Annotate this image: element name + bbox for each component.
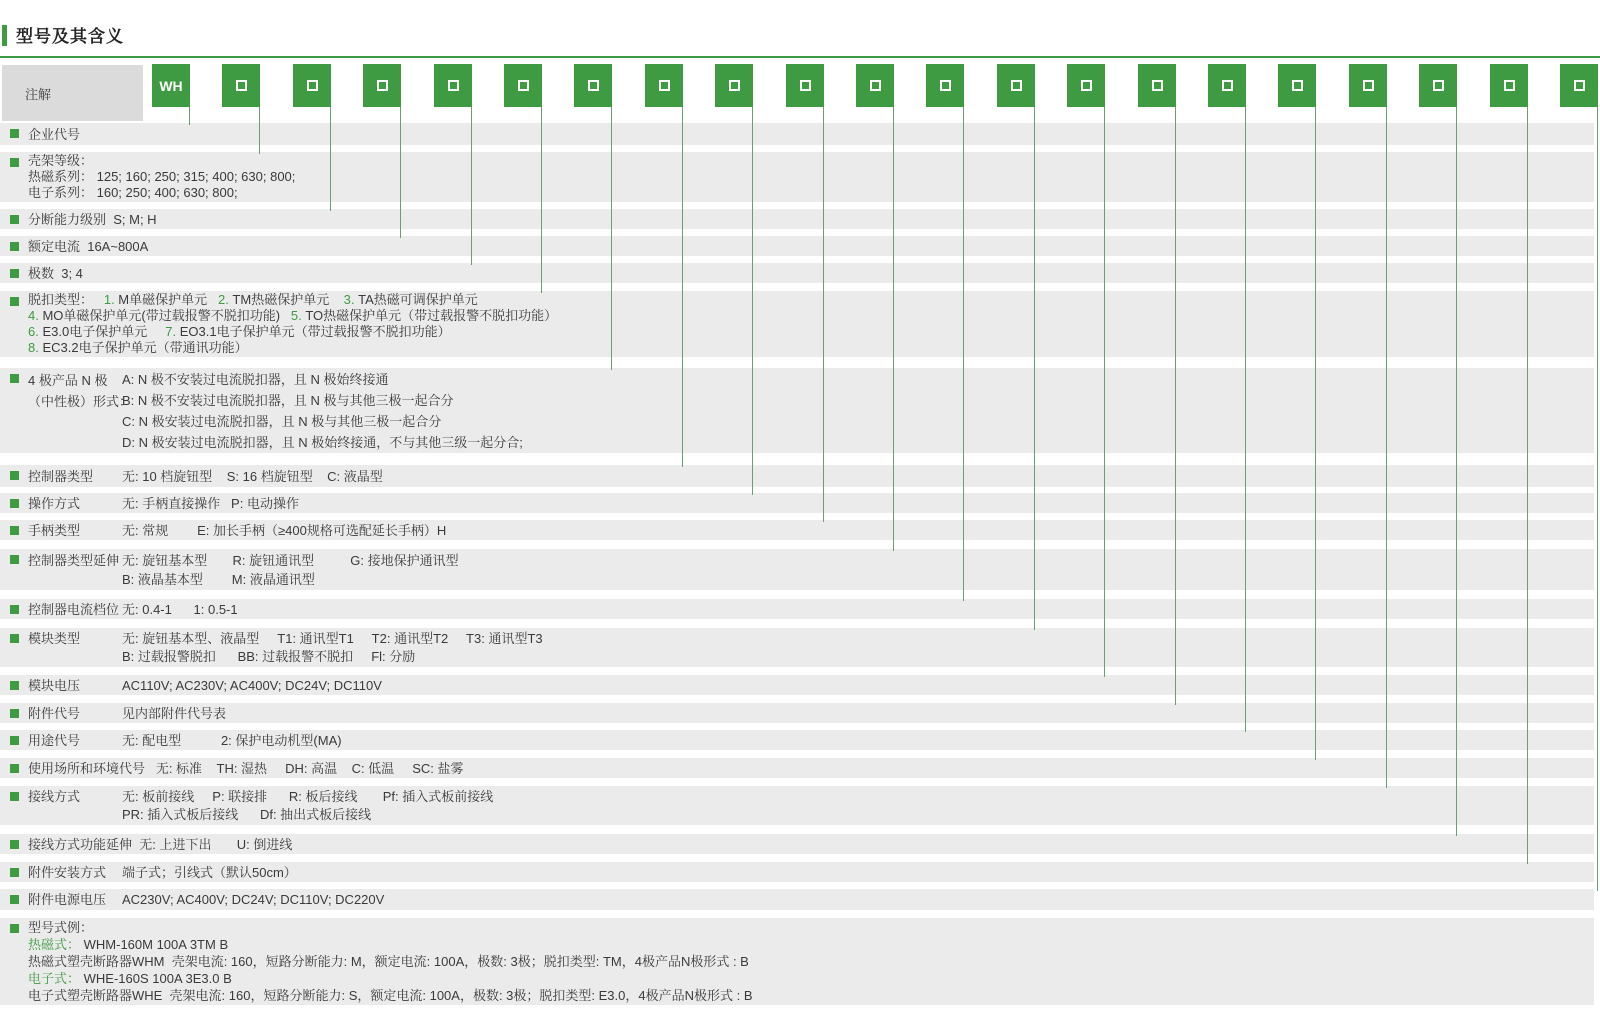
row-values [122, 599, 238, 619]
row-label [28, 236, 148, 256]
placeholder-square-icon [1504, 80, 1515, 91]
code-box [645, 64, 683, 107]
spec-text: 企业代号 [28, 126, 81, 142]
text-line [28, 308, 557, 324]
text-line [28, 125, 80, 144]
connector-line [541, 107, 542, 293]
row-label [28, 368, 132, 453]
spec-text: B: N 极不安装过电流脱扣器，且 N 极与其他三极一起合分 [122, 392, 454, 408]
row-label [28, 675, 80, 695]
spec-row-operation-mode [0, 493, 1594, 513]
connector-line [823, 107, 824, 522]
connector-line [400, 107, 401, 238]
row-values [122, 703, 226, 723]
placeholder-square-icon [448, 80, 459, 91]
bullet-square-icon [10, 792, 19, 801]
title-accent-bar [2, 25, 7, 46]
text-line [28, 467, 93, 486]
row-label [28, 465, 93, 487]
connector-line [1597, 107, 1598, 891]
text-line [122, 705, 226, 722]
spec-text: （中性极）形式： [28, 394, 133, 409]
spec-row-application-code [0, 730, 1594, 750]
bullet-square-icon [10, 709, 19, 718]
bullet-square-icon [10, 868, 19, 877]
text-line [122, 432, 523, 453]
spec-row-handle-type [0, 520, 1594, 540]
title-divider [0, 56, 1600, 58]
spec-text: 控制器类型 [28, 468, 94, 484]
bullet-square-icon [10, 681, 19, 690]
connector-line [682, 107, 683, 467]
code-box [1419, 64, 1457, 107]
bullet-square-icon [10, 471, 19, 480]
text-line [28, 864, 106, 881]
spec-text: EC3.2电子保护单元（带通讯功能） [38, 340, 248, 355]
text-line [122, 467, 383, 486]
text-line [28, 732, 80, 749]
text-line [28, 370, 132, 391]
bullet-square-icon [10, 764, 19, 773]
placeholder-square-icon [800, 80, 811, 91]
spec-text: 无: 板前接线 P: 联接排 R: 板后接线 Pf: 插入式板前接线 [122, 788, 494, 804]
placeholder-square-icon [307, 80, 318, 91]
spec-row-poles [0, 263, 1594, 283]
row-label [28, 862, 106, 882]
spec-text: 热磁系列： 125; 160; 250; 315; 400; 630; 800; [28, 169, 296, 184]
connector-line [1315, 107, 1316, 760]
text-line [28, 391, 132, 412]
row-label [28, 730, 80, 750]
spec-text: 壳架等级： [28, 153, 94, 168]
row-label [28, 493, 80, 513]
text-line [122, 891, 384, 909]
text-line [28, 522, 80, 539]
connector-line [963, 107, 964, 601]
text-line [122, 551, 459, 570]
spec-text: 接线方式 [28, 789, 81, 804]
placeholder-square-icon [1011, 80, 1022, 91]
placeholder-square-icon [729, 80, 740, 91]
text-line [28, 265, 83, 282]
spec-row-controller-type [0, 465, 1594, 487]
spec-text: PR: 插入式板后接线 Df: 抽出式板后接线 [122, 806, 372, 822]
connector-line [259, 107, 260, 154]
text-line [28, 238, 148, 255]
spec-text: 端子式；引线式（默认50cm） [122, 864, 297, 880]
spec-text: TO热磁保护单元（带过载报警不脱扣功能） [301, 308, 558, 323]
text-line [28, 324, 557, 340]
spec-text: 无: 旋钮基本型 R: 旋钮通讯型 G: 接地保护通讯型 [122, 552, 459, 568]
connector-line [1175, 107, 1176, 705]
text-line [28, 551, 119, 570]
row-label [28, 786, 80, 825]
spec-text: WHM-160M 100A 3TM B [80, 937, 229, 952]
bullet-square-icon [10, 605, 19, 614]
row-label [28, 918, 753, 1005]
connector-line [1527, 107, 1528, 864]
spec-text: 接线方式功能延伸 无: 上进下出 U: 倒进线 [28, 836, 293, 852]
placeholder-square-icon [1222, 80, 1233, 91]
spec-row-breaking-capacity-level [0, 209, 1594, 229]
spec-row-environment-code [0, 758, 1594, 778]
text-line [28, 153, 295, 169]
text-line [28, 630, 80, 648]
row-label [28, 758, 464, 778]
row-values [122, 862, 297, 882]
text-line [28, 836, 292, 853]
text-line [28, 169, 295, 185]
row-values [122, 786, 493, 825]
text-line [28, 292, 557, 308]
spec-text: 手柄类型 [28, 522, 81, 538]
code-box [715, 64, 753, 107]
spec-text: AC230V; AC400V; DC24V; DC110V; DC220V [122, 891, 385, 907]
spec-text: M单磁保护单元 [114, 292, 218, 307]
placeholder-square-icon [1574, 80, 1585, 91]
spec-text: TA热磁可调保护单元 [354, 292, 478, 307]
text-line [122, 522, 446, 539]
row-label [28, 549, 119, 590]
code-box [1560, 64, 1598, 107]
row-values [122, 465, 383, 487]
placeholder-square-icon [377, 80, 388, 91]
spec-text: 额定电流 16A~800A [28, 238, 149, 254]
row-label [28, 599, 119, 619]
row-values [122, 549, 459, 590]
spec-text: 无: 手柄直接操作 P: 电动操作 [122, 495, 299, 511]
row-label [28, 123, 80, 145]
spec-row-wiring-extension [0, 834, 1594, 854]
row-label [28, 889, 106, 910]
row-values [122, 493, 299, 513]
code-box [856, 64, 894, 107]
text-line [28, 970, 753, 987]
text-line [28, 705, 80, 722]
spec-text: A: N 极不安装过电流脱扣器，且 N 极始终接通 [122, 371, 389, 387]
code-box [926, 64, 964, 107]
text-line [122, 369, 523, 390]
spec-text: B: 过载报警脱扣 BB: 过载报警不脱扣 Fl: 分励 [122, 648, 416, 664]
connector-line [1386, 107, 1387, 788]
legend-header: 注解 [2, 65, 143, 121]
code-box [1490, 64, 1528, 107]
text-line [122, 732, 342, 749]
bullet-square-icon [10, 242, 19, 251]
spec-row-module-voltage [0, 675, 1594, 695]
row-label [28, 263, 83, 283]
text-line [28, 677, 80, 694]
row-values [122, 675, 382, 695]
spec-text: 无: 旋钮基本型、液晶型 T1: 通讯型T1 T2: 通讯型T2 T3: 通讯型T3 [122, 630, 543, 646]
spec-row-wiring-type [0, 786, 1594, 825]
text-line [122, 788, 493, 806]
row-label [28, 209, 157, 229]
connector-line [1456, 107, 1457, 836]
row-values [122, 628, 543, 667]
spec-text: 见内部附件代号表 [122, 705, 227, 721]
spec-text: 无: 常规 E: 加长手柄（≥400规格可选配延长手柄）H [122, 522, 447, 538]
spec-text: MO单磁保护单元(带过载报警不脱扣功能) [38, 308, 291, 323]
text-line [28, 185, 295, 201]
placeholder-square-icon [588, 80, 599, 91]
code-text-green: 4. [28, 308, 39, 323]
spec-row-accessory-voltage [0, 889, 1594, 910]
spec-text: 电子系列： 160; 250; 400; 630; 800; [28, 185, 238, 200]
spec-text: 附件电源电压 [28, 891, 107, 907]
bullet-square-icon [10, 215, 19, 224]
code-box [434, 64, 472, 107]
code-box [1349, 64, 1387, 107]
code-text-green: 6. [28, 324, 39, 339]
placeholder-square-icon [1152, 80, 1163, 91]
text-line [28, 953, 753, 970]
code-text-green: 3. [343, 292, 355, 307]
spec-row-frame-size-grade [0, 152, 1594, 202]
spec-text: EO3.1电子保护单元（带过载报警不脱扣功能） [176, 324, 451, 339]
row-label [28, 703, 80, 723]
code-text-green: 1. [103, 292, 115, 307]
connector-line [330, 107, 331, 211]
spec-text: 模块类型 [28, 631, 81, 646]
spec-text: 无: 配电型 2: 保护电动机型(MA) [122, 732, 342, 748]
text-line [28, 919, 753, 936]
spec-text: 操作方式 [28, 495, 81, 511]
spec-text: WHE-160S 100A 3E3.0 B [80, 971, 232, 986]
code-box [574, 64, 612, 107]
text-line [122, 390, 523, 411]
placeholder-square-icon [940, 80, 951, 91]
placeholder-square-icon [1433, 80, 1444, 91]
text-line [122, 677, 382, 694]
placeholder-square-icon [1363, 80, 1374, 91]
row-label [28, 152, 295, 202]
bullet-square-icon [10, 634, 19, 643]
connector-line [1245, 107, 1246, 732]
spec-text: AC110V; AC230V; AC400V; DC24V; DC110V [122, 677, 382, 693]
spec-text: 4 极产品 N 极 [28, 373, 108, 388]
bullet-square-icon [10, 924, 19, 933]
spec-text: 脱扣类型： [28, 292, 104, 307]
spec-text: D: N 极安装过电流脱扣器，且 N 极始终接通，不与其他三级一起分合; [122, 434, 523, 450]
text-line [122, 648, 543, 666]
row-label [28, 834, 292, 854]
spec-text: B: 液晶基本型 M: 液晶通讯型 [122, 571, 315, 587]
spec-text: 用途代号 [28, 732, 81, 748]
text-line [122, 806, 493, 824]
row-label [28, 628, 80, 667]
text-line [122, 411, 523, 432]
row-values [122, 368, 523, 453]
placeholder-square-icon [659, 80, 670, 91]
spec-text: C: N 极安装过电流脱扣器，且 N 极与其他三极一起合分 [122, 413, 442, 429]
code-text-green: 5. [290, 308, 302, 323]
code-text-green: 8. [28, 340, 39, 355]
page-title: 型号及其含义 [16, 27, 124, 46]
code-text-green: 电子式： [28, 971, 81, 986]
connector-line [1104, 107, 1105, 677]
spec-text: 附件安装方式 [28, 864, 107, 880]
code-box [1067, 64, 1105, 107]
bullet-square-icon [10, 526, 19, 535]
spec-text: 使用场所和环境代号 无: 标准 TH: 湿热 DH: 高温 C: 低温 SC: 盐雾 [28, 760, 464, 776]
spec-text: 热磁式塑壳断路器WHM 壳架电流: 160，短路分断能力: M，额定电流: 100A，极数: 3极；脱扣类型: TM，4极产品N极形式 : B [28, 954, 749, 969]
code-box [997, 64, 1035, 107]
bullet-square-icon [10, 158, 19, 167]
text-line [28, 760, 464, 777]
code-box [222, 64, 260, 107]
code-box [786, 64, 824, 107]
text-line [28, 987, 753, 1004]
bullet-square-icon [10, 895, 19, 904]
spec-row-module-type [0, 628, 1594, 667]
placeholder-square-icon [518, 80, 529, 91]
code-box [1138, 64, 1176, 107]
text-line [28, 495, 80, 512]
text-line [122, 601, 238, 618]
bullet-square-icon [10, 297, 19, 306]
text-line [122, 495, 299, 512]
spec-row-rated-current [0, 236, 1594, 256]
spec-row-accessory-code [0, 703, 1594, 723]
row-values [122, 730, 342, 750]
connector-line [189, 107, 190, 125]
spec-row-controller-type-extension [0, 549, 1594, 590]
text-line [28, 211, 157, 228]
placeholder-square-icon [1292, 80, 1303, 91]
row-values [122, 520, 446, 540]
row-label [28, 291, 557, 357]
code-text-green: 热磁式： [28, 937, 81, 952]
bullet-square-icon [10, 129, 19, 138]
spec-row-controller-current-range [0, 599, 1594, 619]
placeholder-square-icon [1081, 80, 1092, 91]
text-line [28, 936, 753, 953]
bullet-square-icon [10, 499, 19, 508]
code-text-green: 7. [165, 324, 177, 339]
connector-line [752, 107, 753, 495]
text-line [28, 340, 557, 356]
spec-text: 控制器电流档位 [28, 601, 120, 617]
text-line [28, 601, 119, 618]
bullet-square-icon [10, 555, 19, 564]
spec-text: 极数 3; 4 [28, 265, 83, 281]
spec-text: E3.0电子保护单元 [38, 324, 166, 339]
text-line [122, 630, 543, 648]
text-line [28, 788, 80, 806]
code-box [504, 64, 542, 107]
code-box [1208, 64, 1246, 107]
code-text-green: 2. [217, 292, 229, 307]
spec-text: 附件代号 [28, 705, 81, 721]
spec-text: 电子式塑壳断路器WHE 壳架电流: 160，短路分断能力: S，额定电流: 100A，极数: 3极；脱扣类型: E3.0，4极产品N极形式 : B [28, 988, 753, 1003]
spec-row-four-pole-n-type [0, 368, 1594, 453]
bullet-square-icon [10, 736, 19, 745]
spec-row-enterprise-code [0, 123, 1594, 145]
spec-text: TM热磁保护单元 [228, 292, 344, 307]
spec-text: 分断能力级别 S; M; H [28, 211, 157, 227]
connector-line [611, 107, 612, 370]
text-line [28, 891, 106, 909]
spec-text: 控制器类型延伸 [28, 553, 120, 568]
spec-text: 无: 0.4-1 1: 0.5-1 [122, 601, 238, 617]
code-box [293, 64, 331, 107]
connector-line [893, 107, 894, 551]
code-box [1278, 64, 1316, 107]
placeholder-square-icon [870, 80, 881, 91]
row-label [28, 520, 80, 540]
spec-row-model-example [0, 918, 1594, 1005]
code-box [363, 64, 401, 107]
bullet-square-icon [10, 840, 19, 849]
bullet-square-icon [10, 269, 19, 278]
spec-row-accessory-mounting [0, 862, 1594, 882]
connector-line [471, 107, 472, 265]
placeholder-square-icon [236, 80, 247, 91]
spec-row-trip-unit-type [0, 291, 1594, 357]
row-values [122, 889, 384, 910]
text-line [122, 864, 297, 881]
spec-text: 模块电压 [28, 677, 81, 693]
spec-text: 无: 10 档旋钮型 S: 16 档旋钮型 C: 液晶型 [122, 468, 383, 484]
text-line [122, 570, 459, 589]
spec-text: 型号式例： [28, 920, 94, 935]
connector-line [1034, 107, 1035, 630]
bullet-square-icon [10, 374, 19, 383]
code-box-prefix: WH [152, 64, 190, 107]
